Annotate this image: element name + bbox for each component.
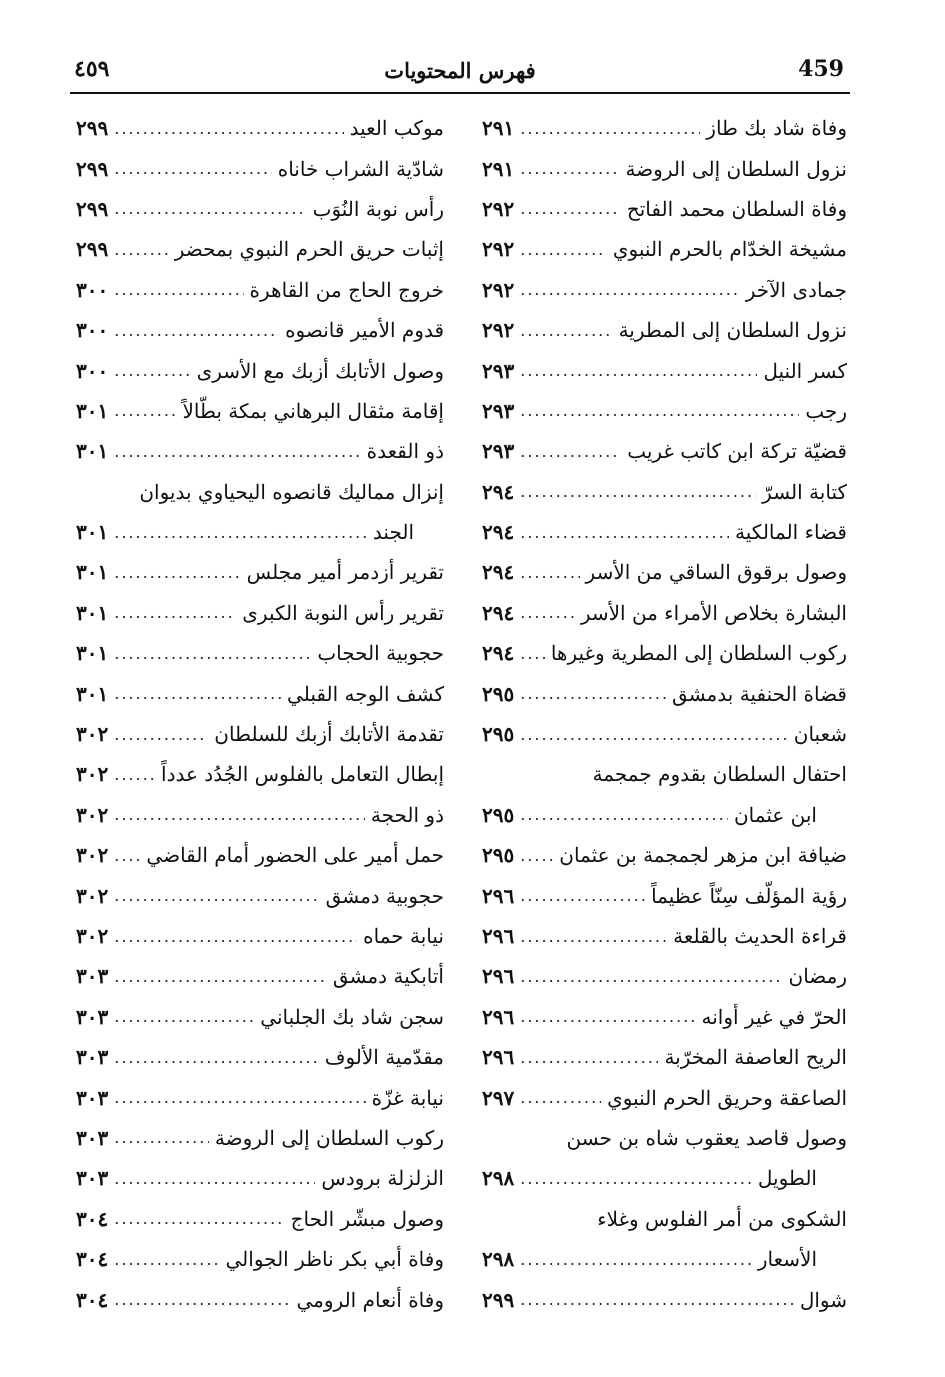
- toc-entry: [482, 754, 847, 794]
- toc-entry-title: كشف الوجه القبلي: [287, 681, 444, 706]
- toc-entry-title: إقامة مثقال البرهاني بمكة بطّالاً: [182, 398, 444, 423]
- toc-entry-title: شوال: [799, 1287, 847, 1312]
- toc-entry-title: رمضان: [788, 964, 847, 989]
- toc-entry: [76, 714, 444, 754]
- toc-entry: [482, 795, 847, 835]
- toc-entry-title: قدوم الأمير قانصوه: [285, 318, 444, 343]
- dot-leader: [114, 1169, 315, 1188]
- toc-entry-title: احتفال السلطان بقدوم جمجمة: [592, 762, 847, 787]
- toc-entry-page: ٣٠١: [76, 398, 109, 423]
- toc-entry-title: وصول قاصد يعقوب شاه بن حسن: [566, 1125, 847, 1150]
- page-header: [70, 50, 850, 94]
- dot-leader: [114, 927, 357, 946]
- toc-entry-title: الريح العاصفة المخرّبة: [664, 1045, 847, 1070]
- toc-entry-page: ٣٠٣: [76, 1085, 109, 1110]
- toc-entry-page: ٢٩٥: [482, 843, 515, 868]
- dot-leader: [114, 1290, 290, 1309]
- toc-entry: [76, 916, 444, 956]
- dot-leader: [114, 1048, 318, 1067]
- dot-leader: [520, 805, 728, 824]
- toc-entry-page: ٣٠١: [76, 439, 109, 464]
- toc-entry: [76, 875, 444, 915]
- toc-entry-page: ٢٩٤: [482, 600, 515, 625]
- dot-leader: [520, 1088, 601, 1107]
- dot-leader: [520, 119, 700, 138]
- toc-entry: [76, 835, 444, 875]
- toc-entry: [76, 956, 444, 996]
- toc-left-column: [76, 108, 444, 1320]
- toc-entry-title: ركوب السلطان إلى الروضة: [214, 1125, 444, 1150]
- dot-leader: [520, 1007, 695, 1026]
- toc-entry-page: ٢٩١: [482, 116, 515, 141]
- toc-entry-title: وفاة شاد بك طاز: [706, 116, 847, 141]
- toc-entry: [482, 1077, 847, 1117]
- toc-entry-page: ٢٩٢: [482, 237, 515, 262]
- toc-entry-title: خروج الحاج من القاهرة: [249, 277, 444, 302]
- dot-leader: [114, 805, 365, 824]
- toc-entry: [76, 148, 444, 188]
- toc-entry-title: تقرير أزدمر أمير مجلس: [246, 560, 444, 585]
- dot-leader: [114, 684, 281, 703]
- toc-entry-title: وصول برقوق الساقي من الأسر: [585, 560, 847, 585]
- toc-entry-page: ٢٩٨: [482, 1247, 515, 1272]
- toc-entry-page: ٢٩٥: [482, 722, 515, 747]
- toc-entry: [76, 1037, 444, 1077]
- toc-entry-title: قضاء المالكية: [735, 520, 847, 545]
- toc-entry: [482, 956, 847, 996]
- dot-leader: [520, 603, 575, 622]
- dot-leader: [114, 846, 140, 865]
- toc-entry-title: إثبات حريق الحرم النبوي بمحضر: [174, 237, 444, 262]
- toc-entry-title: مشيخة الخدّام بالحرم النبوي: [612, 237, 847, 262]
- toc-entry: [482, 1118, 847, 1158]
- dot-leader: [114, 1007, 254, 1026]
- toc-entry: [482, 875, 847, 915]
- toc-entry-page: ٢٩٥: [482, 802, 515, 827]
- dot-leader: [520, 280, 739, 299]
- toc-entry: [482, 835, 847, 875]
- toc-entry: [482, 108, 847, 148]
- page-number-latin: 459: [798, 56, 844, 82]
- dot-leader: [114, 159, 271, 178]
- dot-leader: [520, 1048, 658, 1067]
- dot-leader: [114, 280, 243, 299]
- dot-leader: [114, 1088, 365, 1107]
- toc-entry: [76, 108, 444, 148]
- toc-entry: [482, 391, 847, 431]
- dot-leader: [520, 199, 621, 218]
- toc-entry: [76, 673, 444, 713]
- toc-entry-page: ٣٠٢: [76, 883, 109, 908]
- toc-entry-title: موكب العيد: [349, 116, 444, 141]
- toc-entry-title: كتابة السرّ: [762, 479, 847, 504]
- toc-entry-title: وصول مبشّر الحاج: [290, 1206, 444, 1231]
- page-title: فهرس المحتويات: [384, 58, 536, 83]
- toc-entry-title: كسر النيل: [763, 358, 847, 383]
- toc-entry: [482, 512, 847, 552]
- toc-entry-page: ٣٠٢: [76, 722, 109, 747]
- toc-entry-title: إبطال التعامل بالفلوس الجُدُد عدداً: [161, 762, 444, 787]
- dot-leader: [520, 361, 757, 380]
- toc-entry: [482, 1037, 847, 1077]
- dot-leader: [114, 603, 236, 622]
- toc-entry-title: تقرير رأس النوبة الكبرى: [242, 600, 444, 625]
- dot-leader: [520, 523, 729, 542]
- toc-entry: [76, 472, 444, 512]
- toc-entry-title: رأس نوبة النُوَب: [312, 196, 444, 221]
- toc-entry: [76, 593, 444, 633]
- dot-leader: [114, 442, 360, 461]
- toc-entry-page: ٣٠١: [76, 641, 109, 666]
- toc-entry: [482, 350, 847, 390]
- dot-leader: [114, 199, 306, 218]
- dot-leader: [520, 1250, 752, 1269]
- dot-leader: [520, 886, 645, 905]
- toc-entry-page: ٣٠٢: [76, 802, 109, 827]
- dot-leader: [520, 401, 799, 420]
- toc-entry-page: ٢٩١: [482, 156, 515, 181]
- dot-leader: [520, 442, 621, 461]
- toc-entry: [76, 754, 444, 794]
- dot-leader: [114, 967, 327, 986]
- toc-entry: [482, 1279, 847, 1319]
- toc-entry-page: ٢٩٦: [482, 883, 515, 908]
- dot-leader: [520, 644, 545, 663]
- toc-entry-title: البشارة بخلاص الأمراء من الأسر: [580, 600, 847, 625]
- toc-entry-page: ٢٩٢: [482, 277, 515, 302]
- toc-entry-title: وفاة السلطان محمد الفاتح: [626, 196, 847, 221]
- toc-entry: [76, 552, 444, 592]
- toc-entry-title: الطويل: [757, 1166, 817, 1191]
- toc-entry-title: مقدّمية الألوف: [324, 1045, 444, 1070]
- toc-entry-page: ٢٩٨: [482, 1166, 515, 1191]
- toc-entry-page: ٢٩٣: [482, 358, 515, 383]
- dot-leader: [520, 1290, 794, 1309]
- toc-entry-page: ٢٩٤: [482, 479, 515, 504]
- toc-entry-title: تقدمة الأتابك أزبك للسلطان: [214, 722, 444, 747]
- toc-entry-title: حجوبية دمشق: [325, 883, 444, 908]
- toc-entry-title: نيابة غزّة: [371, 1085, 444, 1110]
- toc-entry-page: ٢٩٣: [482, 398, 515, 423]
- dot-leader: [114, 725, 208, 744]
- toc-entry-title: قضيّة تركة ابن كاتب غريب: [627, 439, 847, 464]
- toc-entry: [482, 997, 847, 1037]
- toc-entry-title: الشكوى من أمر الفلوس وغلاء: [597, 1206, 847, 1231]
- toc-entry: [482, 189, 847, 229]
- toc-entry-title: الزلزلة برودس: [321, 1166, 444, 1191]
- toc-entry: [482, 633, 847, 673]
- dot-leader: [520, 563, 579, 582]
- toc-entry: [482, 1158, 847, 1198]
- dot-leader: [114, 1209, 284, 1228]
- toc-entry-page: ٢٩٤: [482, 520, 515, 545]
- toc-entry-title: الصاعقة وحريق الحرم النبوي: [607, 1085, 847, 1110]
- toc-entry-page: ٢٩٧: [482, 1085, 515, 1110]
- toc-entry-page: ٢٩٦: [482, 964, 515, 989]
- toc-entry-page: ٢٩٢: [482, 196, 515, 221]
- toc-entry-page: ٢٩٩: [76, 237, 109, 262]
- toc-entry: [76, 391, 444, 431]
- page-number-arabic: ٤٥٩: [74, 56, 110, 82]
- toc-entry: [76, 795, 444, 835]
- toc-entry-title: جمادى الآخر: [745, 277, 847, 302]
- toc-entry: [76, 270, 444, 310]
- toc-entry-page: ٢٩٩: [76, 196, 109, 221]
- toc-entry: [482, 310, 847, 350]
- dot-leader: [520, 684, 666, 703]
- toc-entry-title: ركوب السلطان إلى المطرية وغيرها: [550, 641, 847, 666]
- toc-entry-title: الجند: [372, 520, 414, 545]
- toc-entry-title: شادّية الشراب خاناه: [277, 156, 444, 181]
- toc-entry-page: ٣٠٤: [76, 1287, 109, 1312]
- dot-leader: [114, 321, 279, 340]
- toc-entry-page: ٢٩٣: [482, 439, 515, 464]
- toc-entry: [482, 916, 847, 956]
- toc-entry-title: الحرّ في غير أوانه: [701, 1004, 847, 1029]
- toc-entry-title: حجوبية الحجاب: [317, 641, 444, 666]
- toc-entry-title: ابن عثمان: [733, 802, 817, 827]
- dot-leader: [114, 563, 240, 582]
- toc-entry: [76, 512, 444, 552]
- toc-entry-title: حمل أمير على الحضور أمام القاضي: [146, 843, 444, 868]
- toc-entry-title: أتابكية دمشق: [332, 964, 444, 989]
- toc-entry-page: ٣٠٢: [76, 762, 109, 787]
- toc-entry-page: ٣٠١: [76, 520, 109, 545]
- toc-right-column: [482, 108, 847, 1320]
- toc-entry: [76, 1239, 444, 1279]
- toc-entry-page: ٢٩٥: [482, 681, 515, 706]
- toc-entry: [76, 997, 444, 1037]
- dot-leader: [114, 1250, 219, 1269]
- dot-leader: [520, 321, 612, 340]
- toc-entry: [482, 1199, 847, 1239]
- toc-entry: [482, 148, 847, 188]
- dot-leader: [520, 725, 788, 744]
- toc-entry-title: قراءة الحديث بالقلعة: [673, 924, 847, 948]
- toc-entry: [76, 310, 444, 350]
- toc-entry-title: إنزال مماليك قانصوه اليحياوي بديوان: [139, 479, 444, 504]
- toc-entry: [76, 1158, 444, 1198]
- toc-entry-page: ٣٠١: [76, 600, 109, 625]
- toc-entry: [482, 270, 847, 310]
- toc-entry-title: ذو القعدة: [366, 439, 444, 464]
- toc-entry-page: ٣٠١: [76, 681, 109, 706]
- toc-entry-title: شعبان: [793, 722, 847, 747]
- toc-entry-page: ٣٠٤: [76, 1206, 109, 1231]
- dot-leader: [114, 240, 169, 259]
- toc-entry-title: وفاة أبي بكر ناظر الجوالي: [225, 1247, 444, 1272]
- toc-entry-page: ٢٩٢: [482, 318, 515, 343]
- toc-entry: [482, 673, 847, 713]
- toc-entry-page: ٢٩٩: [76, 116, 109, 141]
- toc-entry-title: نزول السلطان إلى المطرية: [618, 318, 847, 343]
- toc-entry-title: ذو الحجة: [370, 802, 444, 827]
- dot-leader: [114, 401, 176, 420]
- dot-leader: [114, 886, 319, 905]
- toc-entry-page: ٢٩٤: [482, 560, 515, 585]
- dot-leader: [114, 1128, 209, 1147]
- dot-leader: [114, 523, 367, 542]
- toc-entry-page: ٣٠٤: [76, 1247, 109, 1272]
- toc-entry-page: ٣٠٠: [76, 318, 109, 343]
- toc-entry-page: ٢٩٩: [482, 1287, 515, 1312]
- toc-entry-page: ٣٠٣: [76, 1004, 109, 1029]
- toc-entry-page: ٣٠١: [76, 560, 109, 585]
- toc-entry-page: ٣٠٣: [76, 1125, 109, 1150]
- dot-leader: [114, 119, 343, 138]
- dot-leader: [114, 644, 311, 663]
- toc-entry: [76, 189, 444, 229]
- toc-entry-page: ٣٠٠: [76, 358, 109, 383]
- toc-entry: [482, 431, 847, 471]
- dot-leader: [114, 765, 155, 784]
- toc-entry-title: قضاة الحنفية بدمشق: [672, 681, 847, 706]
- toc-entry: [482, 552, 847, 592]
- toc-entry-title: وصول الأتابك أزبك مع الأسرى: [196, 358, 444, 383]
- toc-entry: [76, 633, 444, 673]
- toc-entry-page: ٣٠٠: [76, 277, 109, 302]
- toc-entry-page: ٢٩٦: [482, 1045, 515, 1070]
- toc-entry-page: ٢٩٩: [76, 156, 109, 181]
- toc-entry-title: سجن شاد بك الجلباني: [260, 1004, 444, 1029]
- toc-entry-page: ٢٩٦: [482, 1004, 515, 1029]
- toc-entry-page: ٢٩٤: [482, 641, 515, 666]
- toc-entry-title: الأسعار: [757, 1247, 817, 1272]
- toc-entry-page: ٣٠٣: [76, 1166, 109, 1191]
- toc-entry: [76, 350, 444, 390]
- toc-entry-title: نزول السلطان إلى الروضة: [625, 156, 847, 181]
- toc-entry-page: ٢٩٦: [482, 924, 515, 948]
- toc-entry: [76, 1199, 444, 1239]
- toc-entry: [482, 714, 847, 754]
- dot-leader: [520, 159, 619, 178]
- toc-entry: [76, 1077, 444, 1117]
- toc-entry-title: رجب: [805, 398, 847, 423]
- toc-entry: [76, 1118, 444, 1158]
- toc-entry-title: نيابة حماه: [363, 924, 444, 948]
- dot-leader: [520, 1169, 752, 1188]
- toc-entry: [482, 472, 847, 512]
- dot-leader: [114, 361, 190, 380]
- toc-entry-page: ٣٠٢: [76, 843, 109, 868]
- dot-leader: [520, 482, 756, 501]
- toc-entry: [76, 1279, 444, 1319]
- toc-entry: [76, 431, 444, 471]
- toc-entry-page: ٣٠٣: [76, 1045, 109, 1070]
- toc-entry-title: رؤية المؤلّف سِنّاً عظيماً: [651, 883, 847, 908]
- toc-entry-title: ضيافة ابن مزهر لجمجمة بن عثمان: [559, 843, 847, 868]
- dot-leader: [520, 240, 607, 259]
- dot-leader: [520, 846, 553, 865]
- dot-leader: [520, 967, 782, 986]
- toc-entry: [482, 1239, 847, 1279]
- toc-entry: [482, 593, 847, 633]
- toc-entry: [482, 229, 847, 269]
- toc-entry: [76, 229, 444, 269]
- toc-entry-title: وفاة أنعام الرومي: [296, 1287, 444, 1312]
- dot-leader: [520, 927, 667, 946]
- toc-entry-page: ٣٠٢: [76, 924, 109, 948]
- toc-entry-page: ٣٠٣: [76, 964, 109, 989]
